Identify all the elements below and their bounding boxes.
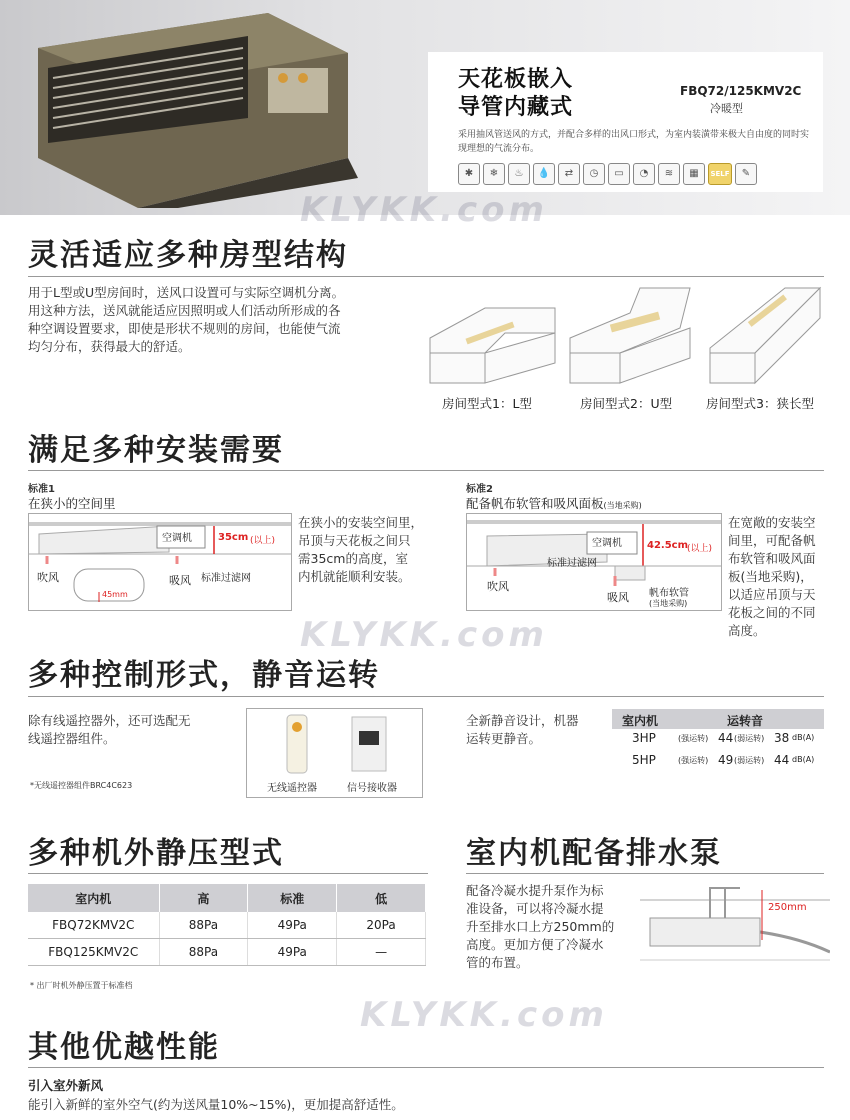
std1-blow-label: 吹风 [37, 571, 59, 584]
timer-icon: ◔ [633, 163, 655, 185]
room-caption-l: 房间型式1：L型 [442, 396, 532, 411]
dry-icon: 💧 [533, 163, 555, 185]
divider [28, 696, 824, 697]
section-title-other-features: 其他优越性能 [28, 1030, 220, 1065]
room-shape-diagrams [425, 278, 825, 388]
section-title-room-types: 灵活适应多种房型结构 [28, 238, 348, 273]
divider [466, 873, 824, 874]
std2-hose-note: (当地采购) [649, 599, 688, 608]
standard2-label: 标准2 [466, 484, 493, 495]
section-title-installation: 满足多种安装需要 [28, 433, 284, 468]
signal-receiver-label: 信号接收器 [347, 783, 397, 794]
product-title-line1: 天花板嵌入 [458, 67, 574, 92]
section-title-drain-pump: 室内机配备排水泵 [466, 836, 722, 871]
standard1-subtitle: 在狭小的空间里 [28, 496, 116, 511]
std2-hose-label: 帆布软管 [649, 588, 689, 599]
feature-icon-row [458, 163, 757, 185]
std2-blow-label: 吹风 [487, 580, 509, 593]
standard2-subtitle: 配备帆布软管和吸风面板(当地采购) [466, 496, 642, 511]
std1-suck-label: 吸风 [169, 574, 191, 587]
fresh-air-subtitle: 引入室外新风 [28, 1078, 104, 1093]
wrench-icon: ✎ [735, 163, 757, 185]
fan-icon: ✱ [458, 163, 480, 185]
std2-height-note: (以上) [687, 544, 713, 554]
std2-height-label: 42.5cm [647, 540, 689, 551]
standard1-text: 在狭小的安装空间里， 吊顶与天花板之间只 需35cm的高度，室 内机就能顺利安装。 [298, 515, 424, 584]
room-caption-narrow: 房间型式3：狭长型 [706, 396, 814, 411]
drain-height-label: 250mm [768, 902, 807, 913]
std1-height-label: 35cm [218, 532, 249, 543]
snowflake-icon: ❄ [483, 163, 505, 185]
indoor-unit-image [18, 8, 378, 208]
timer-icon: ◷ [583, 163, 605, 185]
divider [28, 873, 428, 874]
watermark: KLYKK.com [360, 995, 608, 1035]
static-pressure-note: * 出厂时机外静压置于标准档 [30, 981, 133, 990]
std1-unit-label: 空调机 [162, 533, 192, 544]
standard2-diagram [466, 513, 722, 611]
section-title-static-pressure: 多种机外静压型式 [28, 836, 284, 871]
std1-45mm-label: 45mm [102, 590, 128, 599]
filter-icon: ≋ [658, 163, 680, 185]
product-title-line2: 导管内藏式 [458, 95, 574, 120]
product-description: 采用抽风管送风的方式，并配合多样的出风口形式，为室内装潢带来极大自由度的同时实现理想的气流分布。 [458, 130, 810, 154]
self-icon: SELF [708, 163, 732, 185]
room-caption-u: 房间型式2：U型 [580, 396, 673, 411]
std1-height-note: (以上) [250, 536, 276, 546]
std1-filter-label: 标准过滤网 [201, 573, 251, 584]
control-text: 除有线遥控器外，还可选配无 线遥控器组件。 [28, 713, 191, 746]
model-number: FBQ72/125KMV2C [680, 84, 802, 98]
table-row: FBQ72KMV2C 88Pa 49Pa 20Pa [28, 912, 426, 939]
std2-filter-label: 标准过滤网 [547, 558, 597, 569]
sound-table-header: 室内机 运转音 [612, 709, 824, 729]
drain-pump-diagram [640, 880, 830, 975]
divider [28, 470, 824, 471]
watermark: KLYKK.com [300, 615, 548, 655]
std2-suck-label: 吸风 [607, 591, 629, 604]
wireless-remote-label: 无线遥控器 [267, 783, 317, 794]
std2-unit-label: 空调机 [592, 538, 622, 549]
standard1-label: 标准1 [28, 484, 55, 495]
airflow-icon: ⇄ [558, 163, 580, 185]
ac-icon: ▭ [608, 163, 630, 185]
grid-icon: ▦ [683, 163, 705, 185]
watermark: KLYKK.com [300, 190, 548, 230]
static-pressure-table [28, 884, 426, 966]
model-type: 冷暖型 [710, 102, 743, 115]
fresh-air-text: 能引入新鲜的室外空气(约为送风量10%~15%)，更加提高舒适性。 [28, 1097, 404, 1112]
drain-pump-text: 配备冷凝水提升泵作为标 准设备，可以将冷凝水提 升至排水口上方250mm的 高度。更加方便了冷凝水 管的布置。 [466, 883, 615, 970]
quiet-text: 全新静音设计，机器 运转更静音。 [466, 713, 579, 746]
table-row: FBQ125KMV2C 88Pa 49Pa — [28, 939, 426, 966]
section-title-control: 多种控制形式，静音运转 [28, 658, 380, 693]
standard2-text: 在宽敞的安装空 间里，可配备帆 布软管和吸风面 板(当地采购)， 以适应吊顶与天 花板之间的不同 高度。 [728, 515, 816, 638]
divider [28, 276, 824, 277]
control-note: *无线遥控器组件BRC4C623 [30, 781, 133, 790]
table-header-row: 室内机 高 标准 低 [28, 884, 426, 912]
standard1-diagram [28, 513, 292, 611]
room-types-text: 用于L型或U型房间时，送风口设置可与实际空调机分离。 用这种方法，送风就能适应因照明或人们活动所形成的各 种空调设置要求，即使是形状不规则的房间，也能使气流 均匀分布，获得最大的舒适。 [28, 285, 345, 354]
flame-icon: ♨ [508, 163, 530, 185]
controller-image-box [246, 708, 423, 798]
divider [28, 1067, 824, 1068]
